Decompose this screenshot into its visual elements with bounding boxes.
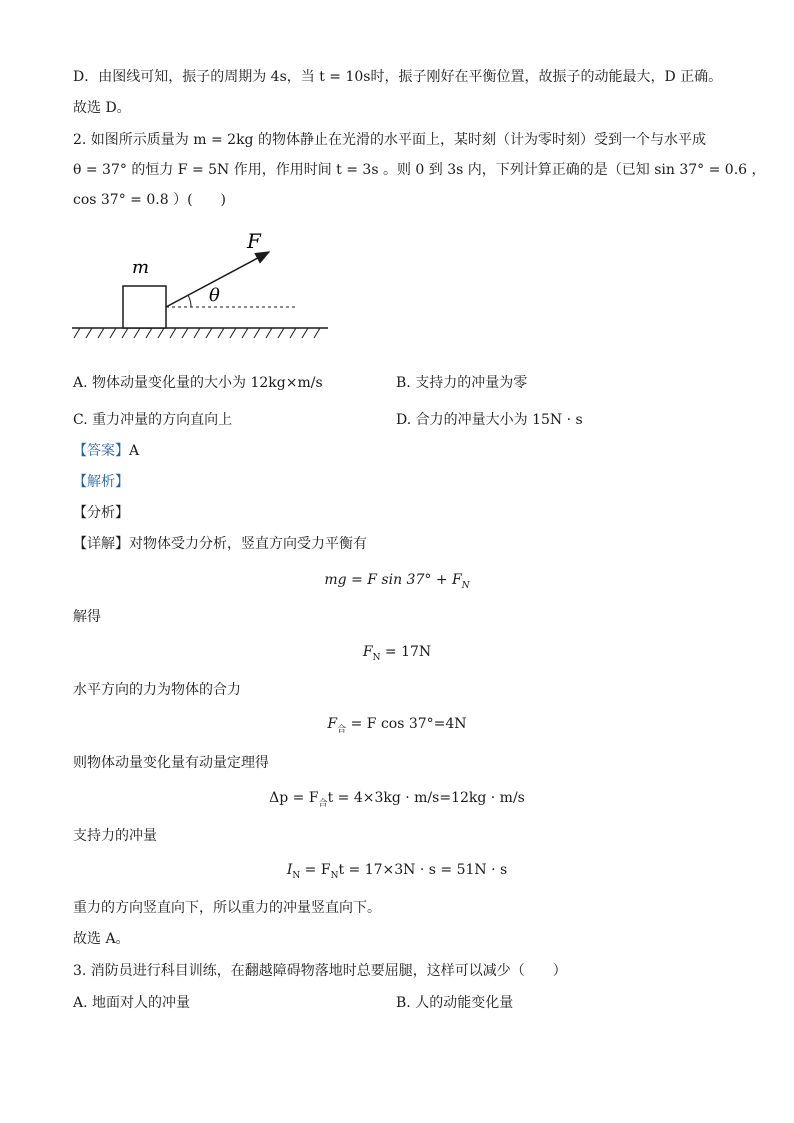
fenxi-tag: 【分析】 [73, 505, 129, 521]
momentum-text: 则物体动量变化量有动量定理得 [73, 755, 269, 771]
answer-value: A [129, 443, 140, 459]
equation-1: mg = F $\sin 37^\circ + F_N$ [324, 572, 470, 591]
force-label: F [247, 229, 261, 253]
equation-5: $I_N = F_Nt = 17\times 3N \cdot s = 51N \cdot s$ [286, 862, 508, 881]
option-c: C. 重力冲量的方向直向上 [73, 412, 233, 428]
option-b: B. 支持力的冲量为零 [396, 375, 528, 391]
equation-4: $\Delta p = F_合t = 4\times 3kg \cdot m/s=12kg \cdot m/s$ [269, 790, 525, 809]
question-3-stem: 3. 消防员进行科目训练，在翻越障碍物落地时总要屈腿，这样可以减少（ ） [73, 963, 567, 979]
detail-tag: 【详解】 [73, 536, 129, 552]
angle-label: θ [209, 285, 220, 306]
support-impulse-text: 支持力的冲量 [73, 828, 157, 844]
ground-hatching [74, 328, 320, 338]
option-d: D. 合力的冲量大小为 15N · s [396, 412, 583, 428]
detail-line [73, 534, 367, 554]
gravity-impulse-text: 重力的方向竖直向下，所以重力的冲量竖直向下。 [73, 900, 381, 916]
question-2-line-2: θ = 37° 的恒力 F = 5N 作用，作用时间 t = 3s 。则 0 到 3s 内，下列计算正确的是（已知 sin 37° = 0.6 ， [73, 162, 766, 178]
detail-text: 对物体受力分析，竖直方向受力平衡有 [129, 536, 367, 552]
equation-3: $F_合 = F$ cos 37°=4N [327, 716, 467, 735]
mass-label: m [132, 257, 150, 278]
q3-option-b: B. 人的动能变化量 [396, 995, 514, 1011]
analysis-tag: 【解析】 [73, 474, 129, 490]
answer-tag: 【答案】 [73, 443, 129, 459]
force-diagram [70, 228, 335, 348]
prev-choose-d: 故选 D。 [73, 100, 131, 116]
angle-arc [188, 295, 191, 307]
question-2-line-1: 2. 如图所示质量为 m = 2kg 的物体静止在光滑的水平面上，某时刻（计为零时刻）受到一个与水平成 [73, 132, 706, 148]
solve-label: 解得 [73, 609, 101, 625]
mass-block [123, 286, 166, 328]
horizontal-force-text: 水平方向的力为物体的合力 [73, 682, 241, 698]
choose-a: 故选 A。 [73, 931, 130, 947]
question-2-line-3: cos 37° = 0.8 ）( ) [73, 192, 226, 208]
answer-line [73, 441, 139, 461]
prev-solution-d: D．由图线可知，振子的周期为 4s，当 t = 10s时，振子刚好在平衡位置，故振子的动能最大，D 正确。 [73, 69, 723, 85]
q3-option-a: A. 地面对人的冲量 [73, 995, 191, 1011]
option-a: A. 物体动量变化量的大小为 12kg×m/s [73, 375, 323, 391]
equation-2: $F_N = 17N$ [362, 644, 432, 663]
